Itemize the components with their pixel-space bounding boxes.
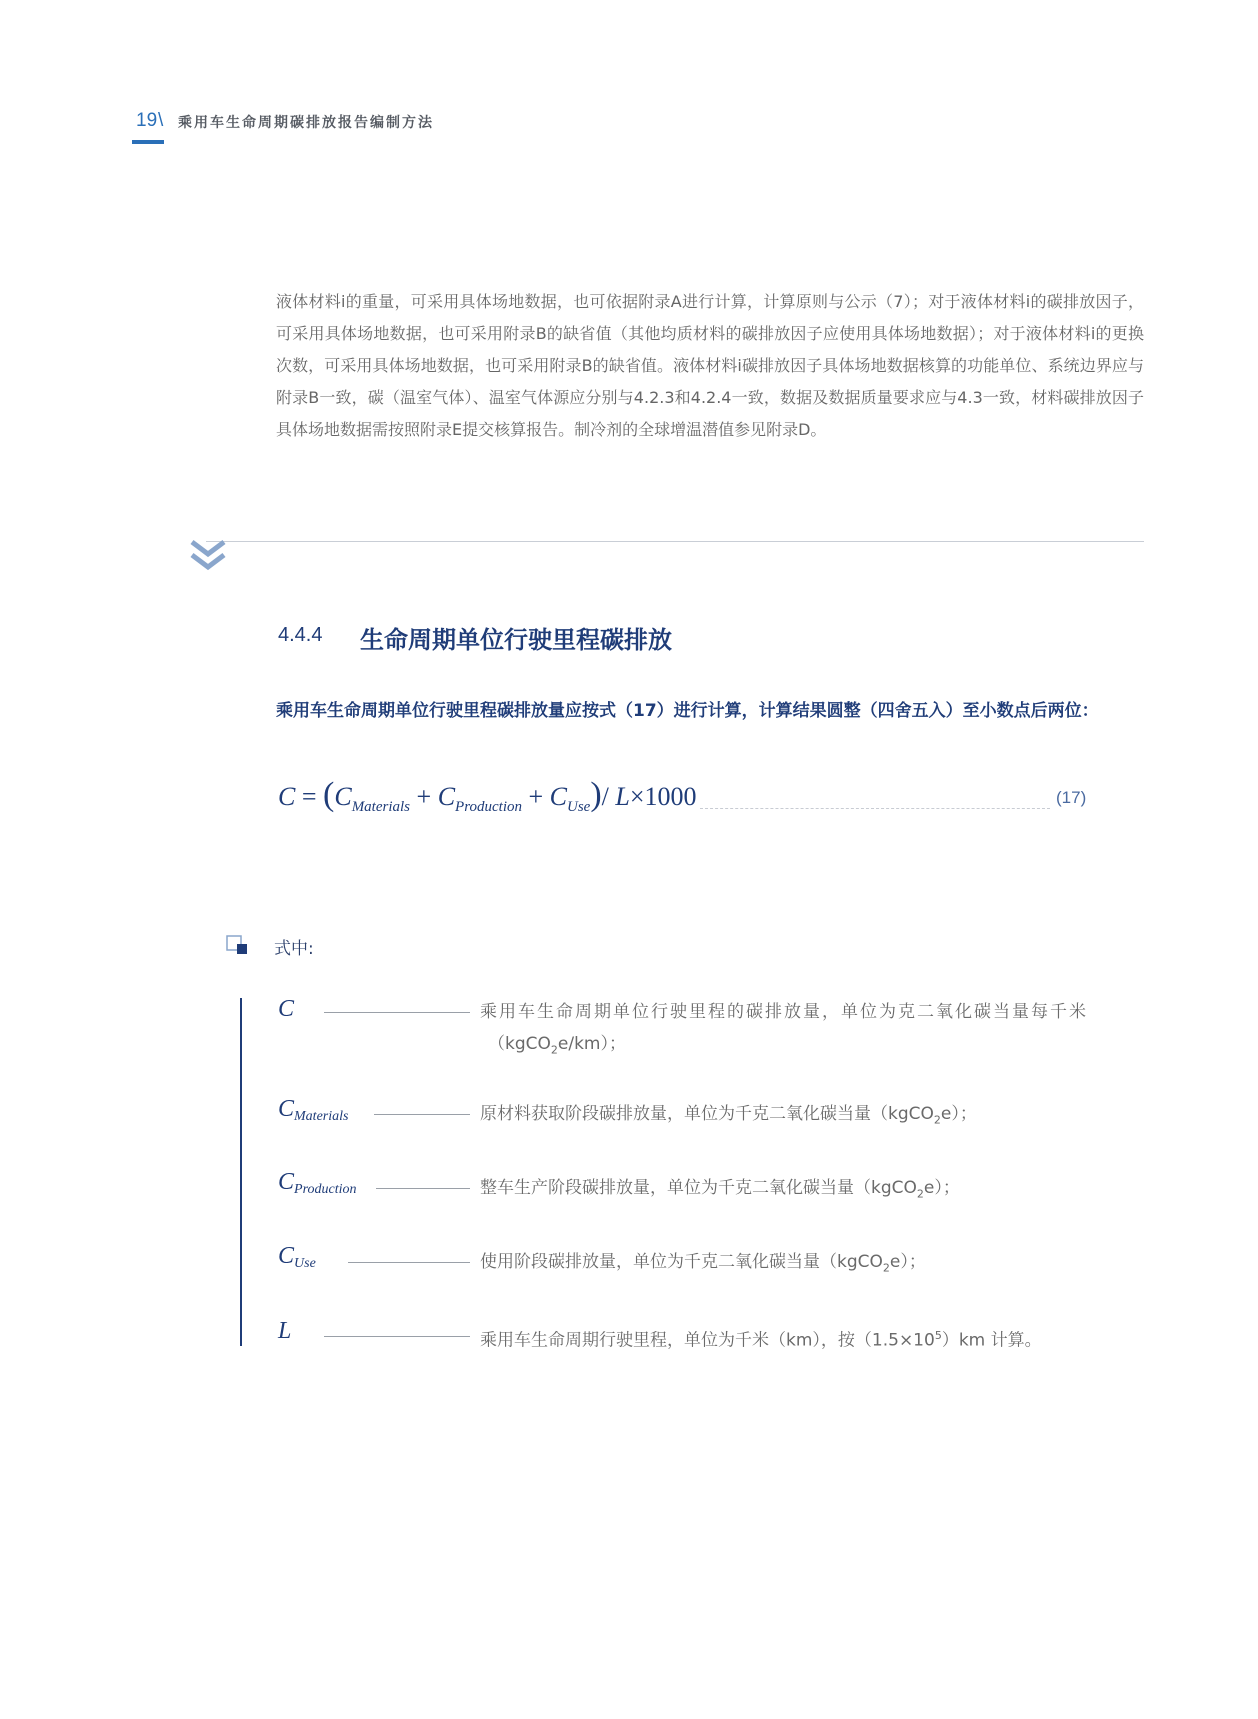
double-chevron-down-icon [188, 538, 228, 574]
legend-leader-production [376, 1188, 470, 1189]
section-number: 4.4.4 [278, 624, 323, 646]
formula-open-paren: ( [323, 776, 335, 813]
formula-c-production: C [437, 782, 456, 811]
formula-equals: = [301, 782, 317, 811]
formula-plus-2: + [528, 782, 544, 811]
legend-label: 式中: [274, 939, 314, 959]
formula-divide: / [601, 782, 609, 811]
legend-leader-materials [374, 1114, 470, 1115]
formula-l: L [615, 782, 630, 811]
formula-sub-materials: Materials [351, 799, 411, 815]
legend-symbol-l: L [278, 1318, 292, 1344]
legend-symbol-c-materials: $C_{Materials}$ [278, 1096, 349, 1124]
formula-lhs: C [278, 782, 296, 811]
legend-desc-production: 整车生产阶段碳排放量，单位为千克二氧化碳当量（kgCO$_2$e）； [480, 1178, 960, 1201]
body-paragraph: 液体材料i的重量，可采用具体场地数据，也可依据附录A进行计算，计算原则与公示（7）；对于液体材料i的碳排放因子，可采用具体场地数据，也可采用附录B的缺省值（其他均质材料的碳排放因子应使用具体场地数据）；对于液体材料i的更换次数，可采用具体场地数据，也可采用附录B的缺省值。液体材料i碳排放因子具体场地数据核算的功能单位、系统边界应与附录B一致，碳（温室气体）、温室气体源应分别与4.2.3和4.2.4一致，数据及数据质量要求应与4.3一致，材料碳排放因子具体场地数据需按照附录E提交核算报告。制冷剂的全球增温潜值参见附录D。 [276, 292, 1144, 439]
legend-leader-l [324, 1336, 470, 1337]
legend-desc-c: 乘用车生命周期单位行驶里程的碳排放量，单位为克二氧化碳当量每千米 [480, 1002, 1088, 1022]
formula-c-materials: C [334, 782, 352, 811]
formula-sub-use: Use [567, 799, 591, 815]
legend-symbol-c: C [278, 996, 295, 1022]
section-divider [206, 541, 1144, 542]
legend-desc-use: 使用阶段碳排放量，单位为千克二氧化碳当量（kgCO$_2$e）； [480, 1252, 926, 1275]
legend-leader-use [348, 1262, 470, 1263]
formula-close-paren: ) [590, 776, 602, 813]
formula-plus-1: + [416, 782, 432, 811]
legend-vertical-bar [240, 998, 242, 1346]
section-title: 生命周期单位行驶里程碳排放 [360, 626, 672, 654]
legend-desc-l: 乘用车生命周期行驶里程，单位为千米（km），按$(1.5\times 10^5)km$ 计算。 [480, 1329, 1042, 1351]
formula-sub-production: Production [455, 799, 522, 815]
section-intro: 乘用车生命周期单位行驶里程碳排放量应按式（17）进行计算，计算结果圆整（四舍五入）至小数点后两位： [276, 701, 1099, 721]
formula-17 [278, 776, 697, 816]
legend-desc-materials: 原材料获取阶段碳排放量，单位为千克二氧化碳当量（kgCO$_2$e）； [480, 1104, 977, 1127]
legend-symbol-c-production: $C_{Production}$ [278, 1169, 357, 1197]
running-title: 乘用车生命周期碳排放报告编制方法 [178, 115, 434, 131]
formula-1000: 1000 [644, 782, 697, 811]
formula-dot-leader [700, 808, 1050, 809]
legend-desc-c-unit: （kgCO$_2$e/km）； [488, 1034, 626, 1057]
page-separator: \ [158, 110, 164, 131]
header-rule [132, 140, 164, 144]
equation-number: (17) [1056, 788, 1087, 807]
legend-symbol-c-use: $C_{Use}$ [278, 1243, 316, 1271]
square-bullet-icon [226, 935, 248, 955]
formula-times: × [629, 782, 645, 811]
page-number: 19 [136, 110, 158, 131]
formula-c-use: C [549, 782, 567, 811]
legend-leader-c [324, 1012, 470, 1013]
